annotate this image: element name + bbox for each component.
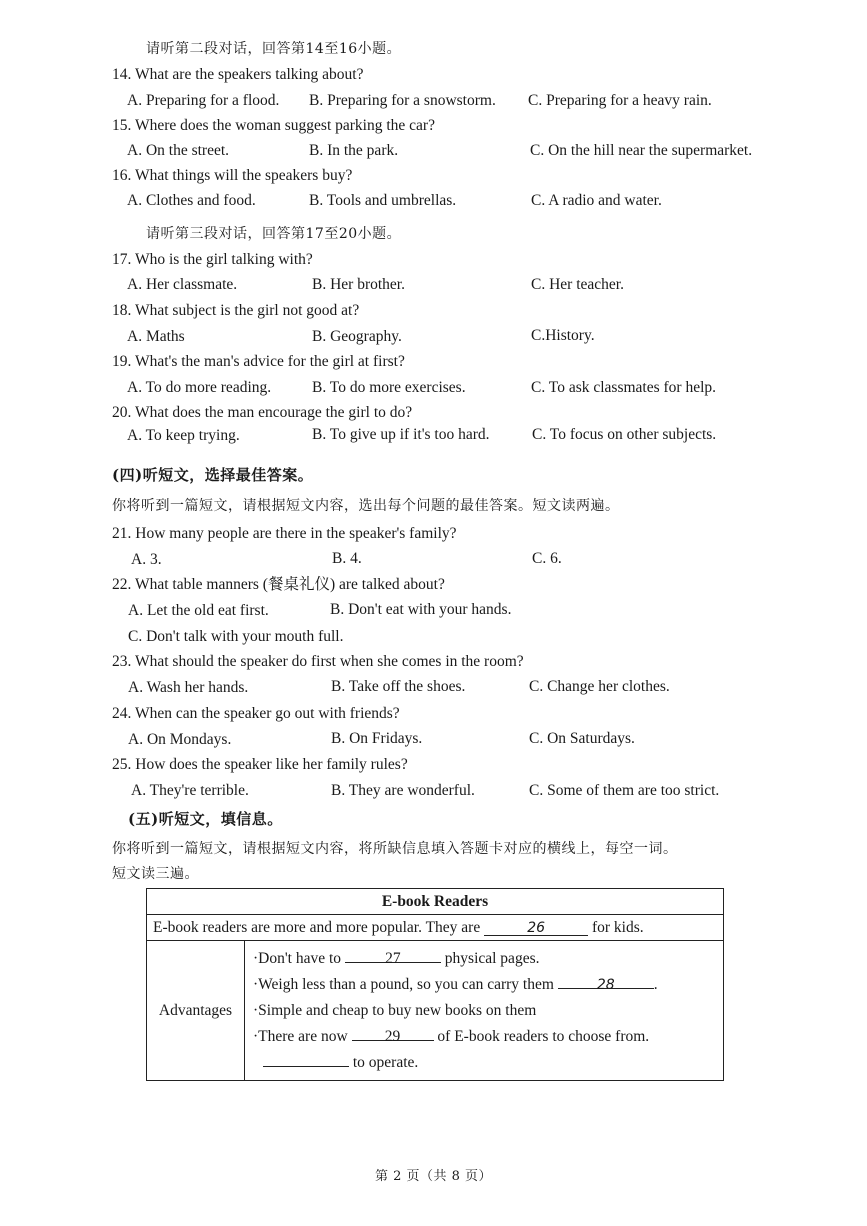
- option-17b: B. Her brother.: [312, 276, 405, 293]
- blank-28[interactable]: 28: [558, 972, 654, 989]
- blank-27[interactable]: 27: [345, 946, 441, 963]
- option-23c: C. Change her clothes.: [529, 678, 670, 695]
- option-19b: B. To do more exercises.: [312, 379, 466, 396]
- option-25b: B. They are wonderful.: [331, 782, 475, 799]
- blank-30[interactable]: [263, 1050, 349, 1067]
- option-14a: A. Preparing for a flood.: [127, 92, 280, 109]
- option-21c: C. 6.: [532, 550, 562, 567]
- option-23a: A. Wash her hands.: [128, 679, 249, 696]
- option-24a: A. On Mondays.: [128, 731, 232, 748]
- section-intro: 请听第三段对话，回答第17至20小题。: [146, 226, 402, 242]
- option-19c: C. To ask classmates for help.: [531, 379, 717, 396]
- info-table: [146, 888, 724, 1081]
- question-15: 15. Where does the woman suggest parking the car?: [112, 117, 435, 134]
- question-22: 22. What table manners (餐桌礼仪) are talked about?: [112, 576, 445, 593]
- option-16b: B. Tools and umbrellas.: [309, 192, 457, 209]
- page-number: 第 2 页（共 8 页）: [374, 1169, 493, 1184]
- question-21: 21. How many people are there in the speaker's family?: [112, 525, 457, 542]
- question-19: 19. What's the man's advice for the girl at first?: [112, 353, 405, 370]
- option-24b: B. On Fridays.: [331, 730, 423, 747]
- blank-26[interactable]: 26: [484, 919, 588, 936]
- row1-text-end: for kids.: [591, 918, 644, 936]
- option-18b: B. Geography.: [312, 328, 402, 345]
- option-24c: C. On Saturdays.: [529, 730, 635, 747]
- option-17c: C. Her teacher.: [531, 276, 624, 293]
- option-15b: B. In the park.: [309, 142, 399, 159]
- advantages-label: Advantages: [147, 941, 245, 1081]
- question-17: 17. Who is the girl talking with?: [112, 251, 313, 268]
- option-22b: B. Don't eat with your hands.: [330, 601, 512, 618]
- option-20c: C. To focus on other subjects.: [532, 426, 717, 443]
- option-23b: B. Take off the shoes.: [331, 678, 466, 695]
- row1-text: E-book readers are more and more popular. They are: [153, 918, 481, 936]
- question-16: 16. What things will the speakers buy?: [112, 167, 353, 184]
- option-20a: A. To keep trying.: [127, 427, 240, 444]
- option-21b: B. 4.: [332, 550, 362, 567]
- option-17a: A. Her classmate.: [127, 276, 238, 293]
- option-16c: C. A radio and water.: [531, 192, 662, 209]
- question-18: 18. What subject is the girl not good at?: [112, 302, 360, 319]
- option-14b: B. Preparing for a snowstorm.: [309, 92, 496, 109]
- question-25: 25. How does the speaker like her family rules?: [112, 756, 408, 773]
- advantage-item: ·Weigh less than a pound, so you can carry them 28 .: [253, 972, 723, 998]
- question-24: 24. When can the speaker go out with friends?: [112, 705, 400, 722]
- option-22a: A. Let the old eat first.: [128, 602, 269, 619]
- part5-instruction-cont: 短文读三遍。: [112, 866, 199, 882]
- option-18c: C.History.: [531, 327, 595, 344]
- question-14: 14. What are the speakers talking about?: [112, 66, 364, 83]
- option-15a: A. On the street.: [127, 142, 230, 159]
- part5-heading: (五)听短文，填信息。: [128, 810, 283, 828]
- option-16a: A. Clothes and food.: [127, 192, 256, 209]
- question-20: 20. What does the man encourage the girl to do?: [112, 404, 413, 421]
- part4-instruction: 你将听到一篇短文，请根据短文内容，选出每个问题的最佳答案。短文读两遍。: [112, 498, 620, 514]
- option-25a: A. They're terrible.: [131, 782, 249, 799]
- advantage-item: ·Don't have to 27 physical pages.: [253, 946, 723, 972]
- advantages-list: [245, 941, 724, 1081]
- advantage-item: ·There are now 29 of E-book readers to choose from.: [253, 1024, 723, 1050]
- table-title: E-book Readers: [147, 889, 724, 915]
- advantage-item: ·Simple and cheap to buy new books on them: [253, 1001, 537, 1019]
- option-21a: A. 3.: [131, 551, 162, 568]
- advantage-item: to operate.: [253, 1050, 723, 1076]
- option-14c: C. Preparing for a heavy rain.: [528, 92, 712, 109]
- option-19a: A. To do more reading.: [127, 379, 272, 396]
- option-15c: C. On the hill near the supermarket.: [530, 142, 753, 159]
- option-22c: C. Don't talk with your mouth full.: [128, 628, 344, 645]
- option-20b: B. To give up if it's too hard.: [312, 426, 490, 443]
- table-row-popular: [147, 915, 724, 941]
- question-23: 23. What should the speaker do first when she comes in the room?: [112, 653, 524, 670]
- part5-instruction: 你将听到一篇短文，请根据短文内容，将所缺信息填入答题卡对应的横线上，每空一词。: [112, 841, 678, 857]
- option-25c: C. Some of them are too strict.: [529, 782, 720, 799]
- part4-heading: (四)听短文，选择最佳答案。: [112, 466, 314, 484]
- option-18a: A. Maths: [127, 328, 185, 345]
- blank-29[interactable]: 29: [352, 1024, 434, 1041]
- section-intro: 请听第二段对话，回答第14至16小题。: [146, 41, 402, 57]
